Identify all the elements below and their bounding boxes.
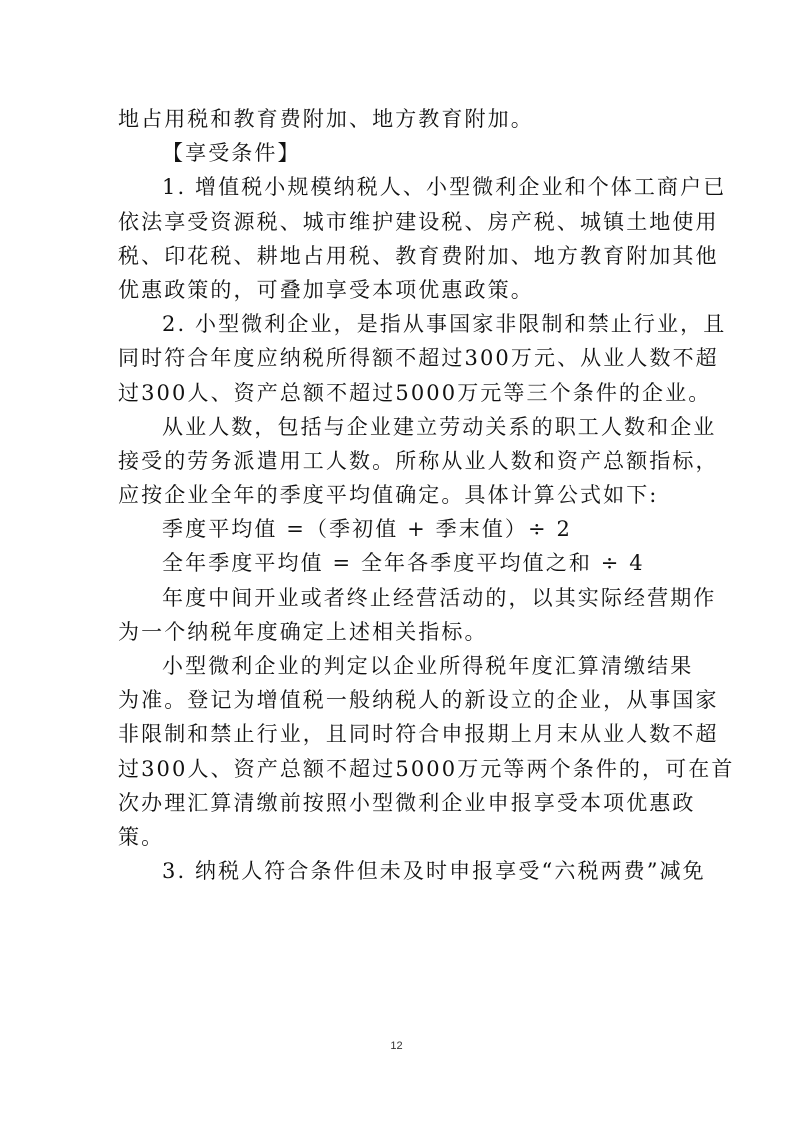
- text-line: 从业人数，包括与企业建立劳动关系的职工人数和企业: [162, 414, 717, 439]
- text-line: 过300人、资产总额不超过5000万元等三个条件的企业。: [118, 380, 712, 405]
- text-line: 应按企业全年的季度平均值确定。具体计算公式如下:: [118, 483, 659, 508]
- text-line: 【享受条件】: [162, 141, 301, 166]
- text-line: 2. 小型微利企业，是指从事国家非限制和禁止行业，且: [162, 312, 727, 337]
- text-line: 依法享受资源税、城市维护建设税、房产税、城镇土地使用: [118, 209, 719, 234]
- document-body: [118, 102, 735, 888]
- text-line: 全年季度平均值 = 全年各季度平均值之和 ÷ 4: [162, 551, 645, 576]
- text-line: 接受的劳务派遣用工人数。所称从业人数和资产总额指标，: [118, 448, 719, 473]
- text-line: 同时符合年度应纳税所得额不超过300万元、从业人数不超: [118, 346, 719, 371]
- text-line: 税、印花税、耕地占用税、教育费附加、地方教育附加其他: [118, 243, 719, 268]
- text-line: 优惠政策的，可叠加享受本项优惠政策。: [118, 277, 534, 302]
- text-line: 为一个纳税年度确定上述相关指标。: [118, 619, 488, 644]
- text-line: 小型微利企业的判定以企业所得税年度汇算清缴结果: [162, 654, 694, 678]
- text-line: 过300人、资产总额不超过5000万元等两个条件的，可在首: [118, 756, 735, 781]
- text-line: 年度中间开业或者终止经营活动的，以其实际经营期作: [162, 585, 717, 610]
- text-line: 3. 纳税人符合条件但未及时申报享受“六税两费”减免: [162, 859, 706, 884]
- text-line: 季度平均值 =（季初值 + 季末值）÷ 2: [162, 517, 572, 542]
- text-line: 地占用税和教育费附加、地方教育附加。: [118, 107, 534, 131]
- text-line: 次办理汇算清缴前按照小型微利企业申报享受本项优惠政: [118, 790, 696, 815]
- text-line: 为准。登记为增值税一般纳税人的新设立的企业，从事国家: [118, 688, 719, 713]
- page-number: 12: [390, 1040, 403, 1052]
- text-line: 非限制和禁止行业，且同时符合申报期上月末从业人数不超: [118, 722, 719, 747]
- text-line: 1. 增值税小规模纳税人、小型微利企业和个体工商户已: [162, 175, 727, 200]
- text-line: 策。: [118, 824, 165, 849]
